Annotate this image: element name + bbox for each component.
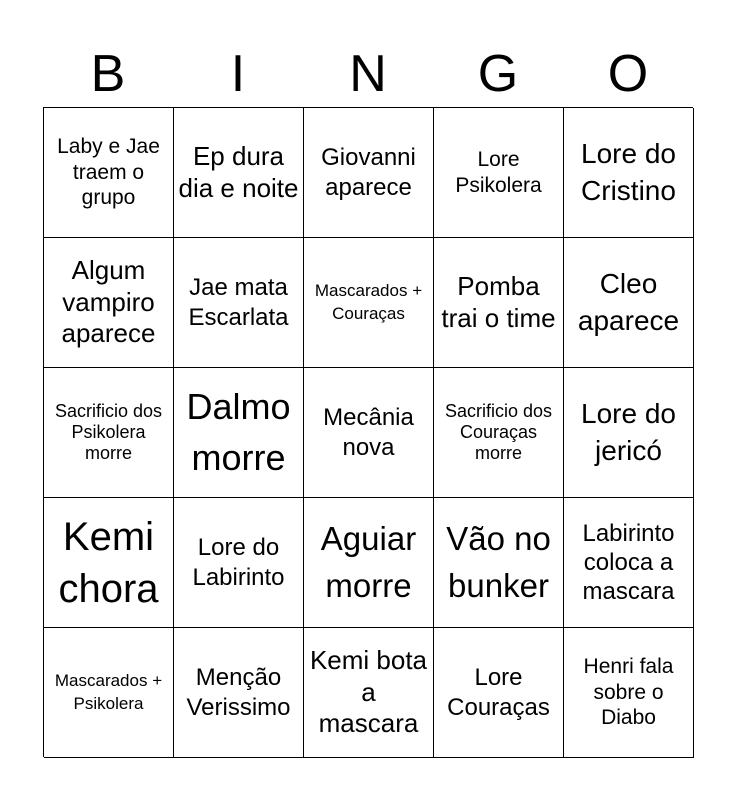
bingo-cell[interactable] — [44, 238, 174, 368]
bingo-cell[interactable] — [564, 238, 694, 368]
cell-text: Kemi bota a mascara — [309, 644, 428, 739]
cell-text: Algum vampiro aparece — [61, 254, 156, 349]
header-letter-i: I — [230, 45, 246, 103]
bingo-cell[interactable] — [304, 628, 434, 758]
cell-text: Mascarados + Couraças — [314, 280, 423, 323]
cell-text: Mascarados + Psikolera — [54, 670, 163, 713]
bingo-cell[interactable] — [434, 108, 564, 238]
bingo-cell[interactable] — [174, 498, 304, 628]
cell-text: Giovanni aparece — [321, 144, 416, 201]
header-letter-g: G — [477, 45, 519, 103]
bingo-cell[interactable] — [434, 238, 564, 368]
bingo-cell[interactable] — [174, 628, 304, 758]
cell-text: Lore do Cristino — [581, 138, 676, 206]
bingo-cell[interactable] — [174, 108, 304, 238]
cell-text: Jae mata Escarlata — [188, 274, 289, 331]
bingo-cell[interactable] — [304, 368, 434, 498]
cell-text: Lore Psikolera — [455, 147, 542, 197]
bingo-cell[interactable] — [174, 238, 304, 368]
cell-text: Vão no bunker — [446, 520, 551, 604]
bingo-cell[interactable] — [174, 368, 304, 498]
cell-text: Lore Couraças — [447, 664, 550, 721]
cell-text: Cleo aparece — [577, 268, 680, 336]
cell-text: Kemi chora — [58, 514, 159, 611]
bingo-cell[interactable] — [44, 108, 174, 238]
bingo-cell[interactable] — [434, 628, 564, 758]
bingo-cell[interactable] — [44, 368, 174, 498]
bingo-card-grid — [43, 107, 693, 757]
bingo-cell[interactable] — [564, 368, 694, 498]
bingo-cell[interactable] — [434, 498, 564, 628]
cell-text: Aguiar morre — [320, 520, 417, 604]
cell-text: Labirinto coloca a mascara — [582, 519, 675, 606]
cell-text: Laby e Jae traem o grupo — [57, 135, 160, 210]
bingo-header — [43, 40, 693, 108]
bingo-cell[interactable] — [564, 108, 694, 238]
bingo-cell[interactable] — [44, 628, 174, 758]
header-letter-b: B — [90, 45, 126, 103]
cell-text: Pomba trai o time — [441, 270, 556, 333]
bingo-cell[interactable] — [304, 238, 434, 368]
bingo-cell[interactable] — [44, 498, 174, 628]
header-letter-o: O — [607, 45, 649, 103]
bingo-cell[interactable] — [304, 498, 434, 628]
bingo-cell[interactable] — [434, 368, 564, 498]
bingo-cell[interactable] — [304, 108, 434, 238]
cell-text: Lore do Labirinto — [192, 534, 285, 591]
cell-text: Sacrificio dos Psikolera morre — [54, 400, 163, 464]
bingo-cell[interactable] — [564, 628, 694, 758]
header-letter-n: N — [349, 45, 387, 103]
cell-text: Ep dura dia e noite — [178, 140, 299, 203]
cell-text: Dalmo morre — [186, 386, 291, 478]
cell-text: Menção Verissimo — [186, 664, 291, 721]
cell-text: Lore do jericó — [581, 398, 676, 466]
cell-text: Henri fala sobre o Diabo — [583, 655, 674, 730]
cell-text: Mecânia nova — [323, 404, 414, 461]
cell-text: Sacrificio dos Couraças morre — [444, 400, 553, 464]
bingo-cell[interactable] — [564, 498, 694, 628]
